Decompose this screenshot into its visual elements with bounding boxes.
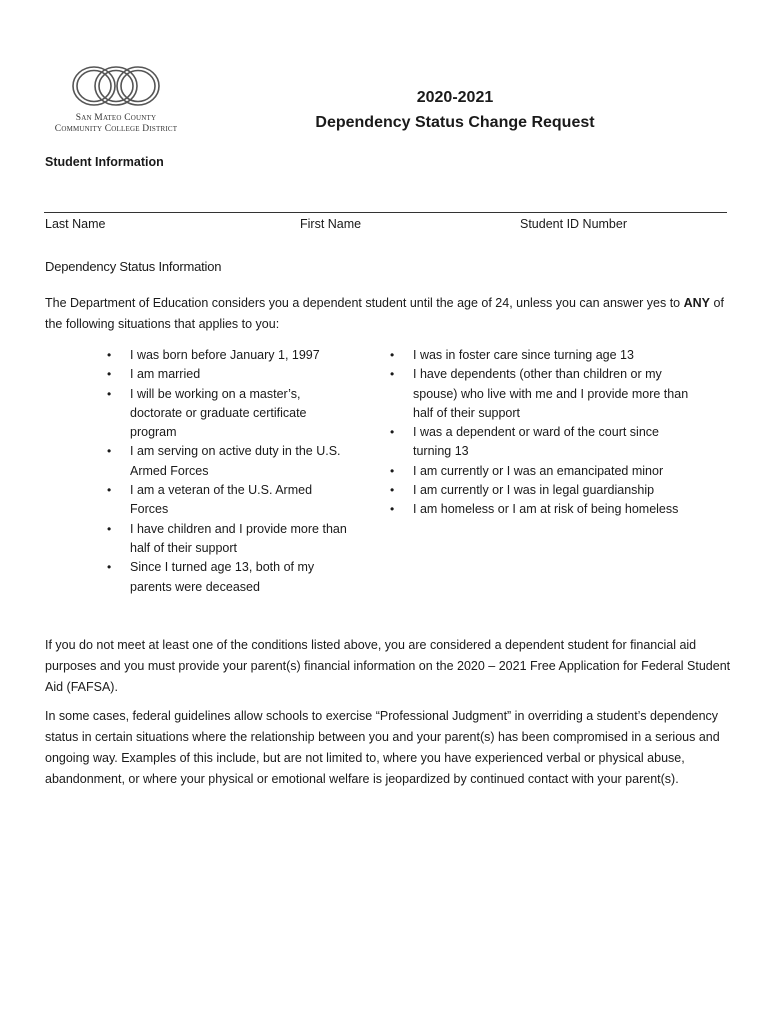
list-item: • I have dependents (other than children or my spouse) who live with me and I provide more than half of their support bbox=[390, 365, 690, 423]
list-item: • I will be working on a master’s, doctorate or graduate certificate program bbox=[107, 385, 347, 443]
first-name-label: First Name bbox=[300, 217, 362, 231]
professional-judgment-paragraph: In some cases, federal guidelines allow schools to exercise “Professional Judgment” in overriding a student’s dependency status in certain situations where the relationship between you and your parent(s) has been compromised in a serious and ongoing way. Examples of this include, but are not limited to, where you have experienced verbal or physical abuse, abandonment, or where your physical or emotional welfare is jeopardized by continued contact with your parent(s). bbox=[45, 709, 720, 786]
list-item: • I was born before January 1, 1997 bbox=[107, 346, 347, 365]
list-item: • I am serving on active duty in the U.S. Armed Forces bbox=[107, 442, 347, 481]
logo-text-line2: Community College District bbox=[54, 124, 178, 134]
dependency-intro bbox=[45, 293, 735, 335]
intro-text-after: of the following situations that applies to you: bbox=[45, 296, 724, 331]
student-id-label: Student ID Number bbox=[520, 217, 627, 231]
list-item: • I was a dependent or ward of the court since turning 13 bbox=[390, 423, 690, 462]
list-item: • I am a veteran of the U.S. Armed Forces bbox=[107, 481, 347, 520]
district-logo bbox=[50, 62, 182, 136]
intro-text-before: The Department of Education considers you a dependent student until the age of 24, unless you can answer yes to bbox=[45, 296, 684, 310]
last-name-label: Last Name bbox=[45, 217, 106, 231]
dependency-status-heading: Dependency Status Information bbox=[45, 259, 222, 274]
list-item: • Since I turned age 13, both of my parents were deceased bbox=[107, 558, 347, 597]
intro-text-bold: ANY bbox=[683, 296, 711, 310]
conditions-list-left bbox=[107, 346, 347, 597]
rings-logo-icon bbox=[68, 62, 164, 112]
list-item: • I have children and I provide more than half of their support bbox=[107, 520, 347, 559]
conditions-list-right bbox=[390, 346, 690, 520]
list-item: • I am currently or I was in legal guardianship bbox=[390, 481, 690, 500]
name-entry-line[interactable] bbox=[44, 212, 727, 213]
student-information-heading: Student Information bbox=[45, 155, 164, 169]
list-item: • I am married bbox=[107, 365, 347, 384]
dependent-student-paragraph: If you do not meet at least one of the conditions listed above, you are considered a dependent student for financial aid purposes and you must provide your parent(s) financial information on the 2020 – 2021 Free Application for Federal Student Aid (FAFSA). bbox=[45, 638, 731, 694]
form-year: 2020-2021 bbox=[416, 89, 494, 106]
logo-text-line1: San Mateo County bbox=[75, 113, 157, 123]
list-item: • I am currently or I was an emancipated minor bbox=[390, 462, 690, 481]
form-title: Dependency Status Change Request bbox=[315, 114, 595, 131]
list-item: • I was in foster care since turning age 13 bbox=[390, 346, 690, 365]
list-item: • I am homeless or I am at risk of being homeless bbox=[390, 500, 690, 519]
